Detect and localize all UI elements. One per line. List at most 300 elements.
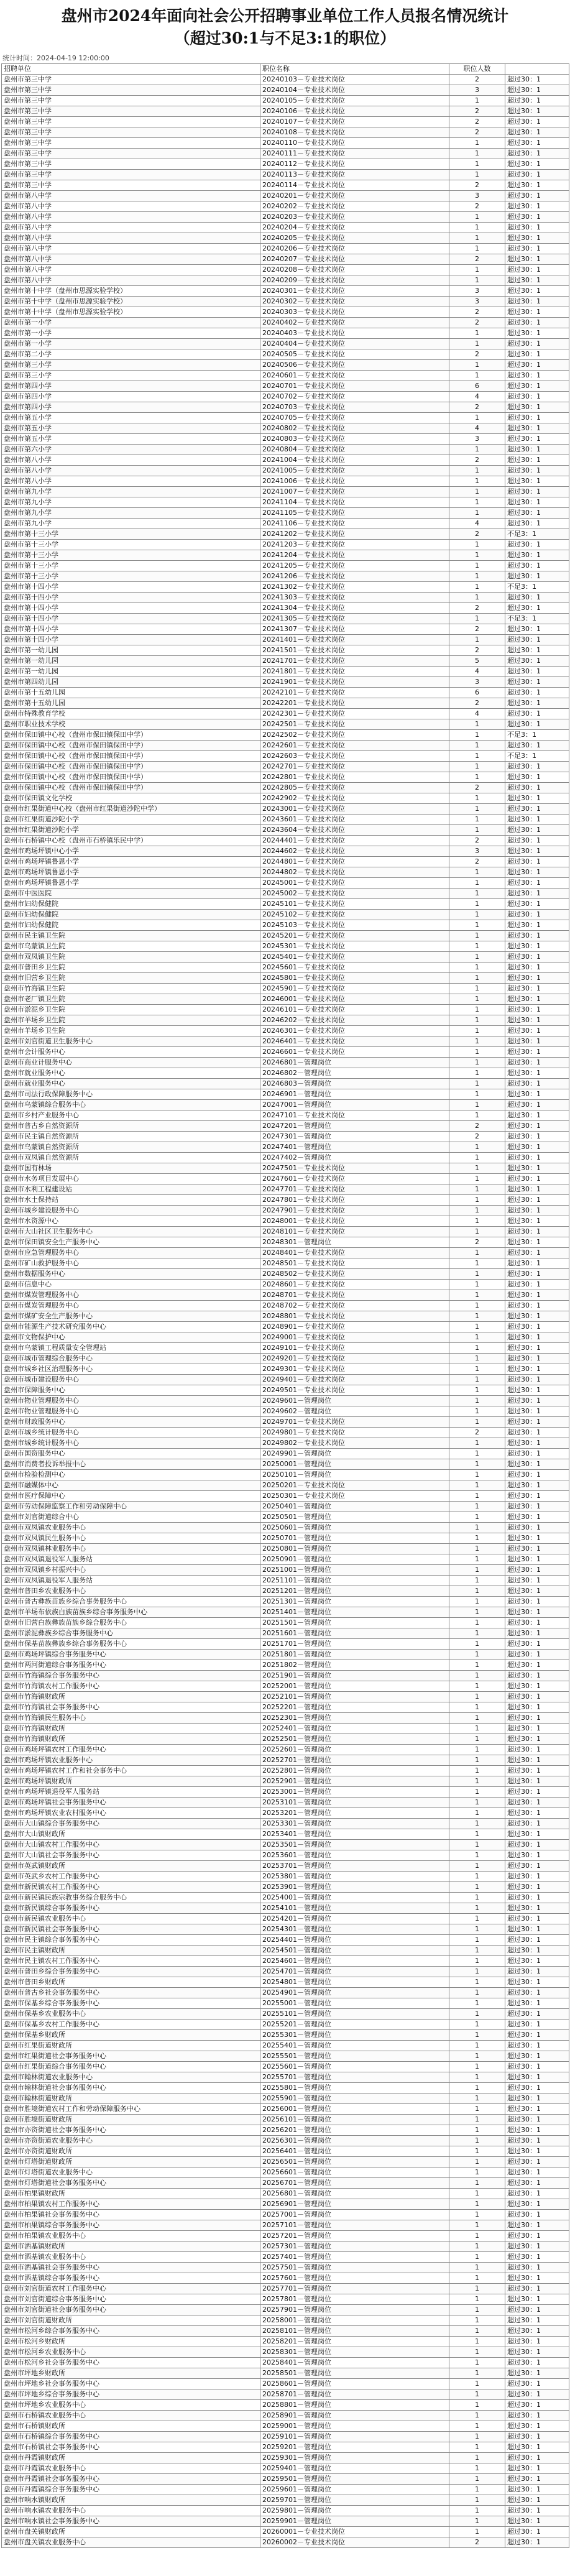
cell-count: 1 bbox=[449, 1988, 505, 1998]
cell-ratio: 超过30：1 bbox=[505, 180, 569, 191]
cell-unit: 盘州市第三中学 bbox=[2, 149, 260, 159]
table-row bbox=[2, 2358, 569, 2368]
cell-count: 1 bbox=[449, 719, 505, 730]
cell-unit: 盘州市大山镇农村工作服务中心 bbox=[2, 1840, 260, 1850]
cell-ratio: 超过30：1 bbox=[505, 201, 569, 212]
cell-unit: 盘州市消费者投诉举报中心 bbox=[2, 1459, 260, 1470]
cell-unit: 盘州市第十四小学 bbox=[2, 582, 260, 593]
table-row bbox=[2, 2199, 569, 2210]
cell-count: 1 bbox=[449, 1734, 505, 1745]
cell-position: 20241006－专业技术岗位 bbox=[260, 476, 449, 487]
cell-ratio: 超过30：1 bbox=[505, 1005, 569, 1015]
cell-position: 20247501－专业技术岗位 bbox=[260, 1163, 449, 1174]
cell-ratio: 超过30：1 bbox=[505, 2379, 569, 2389]
cell-ratio: 超过30：1 bbox=[505, 762, 569, 772]
cell-ratio: 超过30：1 bbox=[505, 2485, 569, 2495]
cell-position: 20241303－专业技术岗位 bbox=[260, 593, 449, 603]
cell-unit: 盘州市鸡场坪镇鲁恩小学 bbox=[2, 878, 260, 889]
cell-ratio: 超过30：1 bbox=[505, 878, 569, 889]
cell-unit: 盘州市竹海镇社会事务服务中心 bbox=[2, 1702, 260, 1713]
table-row bbox=[2, 349, 569, 360]
cell-unit: 盘州市鸡场坪镇退役军人服务站 bbox=[2, 1787, 260, 1798]
cell-unit: 盘州市双凤镇自然资源所 bbox=[2, 1153, 260, 1163]
cell-position: 20242801－专业技术岗位 bbox=[260, 772, 449, 783]
cell-count: 4 bbox=[449, 423, 505, 434]
table-row bbox=[2, 941, 569, 952]
table-row bbox=[2, 1702, 569, 1713]
cell-unit: 盘州市坪地乡财政所 bbox=[2, 2368, 260, 2379]
cell-position: 20259401－管理岗位 bbox=[260, 2463, 449, 2474]
table-row bbox=[2, 2368, 569, 2379]
cell-ratio: 超过30：1 bbox=[505, 286, 569, 297]
cell-ratio: 超过30：1 bbox=[505, 920, 569, 931]
cell-count: 1 bbox=[449, 1967, 505, 1977]
cell-count: 2 bbox=[449, 117, 505, 127]
cell-count: 1 bbox=[449, 96, 505, 106]
table-row bbox=[2, 857, 569, 867]
table-row bbox=[2, 223, 569, 233]
table-row bbox=[2, 2263, 569, 2273]
table-row bbox=[2, 1385, 569, 1396]
cell-ratio: 超过30：1 bbox=[505, 2241, 569, 2252]
cell-ratio: 超过30：1 bbox=[505, 2294, 569, 2305]
cell-ratio: 超过30：1 bbox=[505, 381, 569, 392]
cell-unit: 盘州市坪地乡农业服务中心 bbox=[2, 2400, 260, 2411]
cell-position: 20259101－管理岗位 bbox=[260, 2432, 449, 2442]
cell-position: 20252501－管理岗位 bbox=[260, 1734, 449, 1745]
cell-position: 20254001－管理岗位 bbox=[260, 1893, 449, 1903]
cell-count: 1 bbox=[449, 1766, 505, 1776]
cell-ratio: 超过30：1 bbox=[505, 1269, 569, 1280]
cell-count: 1 bbox=[449, 635, 505, 645]
table-row bbox=[2, 2411, 569, 2421]
table-row bbox=[2, 1523, 569, 1533]
cell-unit: 盘州市国资服务中心 bbox=[2, 1449, 260, 1459]
cell-ratio: 超过30：1 bbox=[505, 1311, 569, 1322]
cell-position: 20253701－管理岗位 bbox=[260, 1861, 449, 1872]
cell-position: 20240205－专业技术岗位 bbox=[260, 233, 449, 244]
cell-ratio: 超过30：1 bbox=[505, 2083, 569, 2094]
cell-ratio: 超过30：1 bbox=[505, 2368, 569, 2379]
cell-position: 20247401－管理岗位 bbox=[260, 1142, 449, 1153]
cell-ratio: 超过30：1 bbox=[505, 1449, 569, 1459]
cell-count: 2 bbox=[449, 1121, 505, 1132]
cell-unit: 盘州市第三中学 bbox=[2, 127, 260, 138]
table-row bbox=[2, 698, 569, 709]
cell-unit: 盘州市新民镇民族宗教事务综合服务中心 bbox=[2, 1893, 260, 1903]
cell-count: 2 bbox=[449, 783, 505, 793]
cell-unit: 盘州市第四幼儿园 bbox=[2, 677, 260, 688]
cell-unit: 盘州市盘关镇农业服务中心 bbox=[2, 2537, 260, 2548]
cell-unit: 盘州市城市管理综合服务中心 bbox=[2, 1354, 260, 1364]
cell-count: 1 bbox=[449, 2379, 505, 2389]
table-row bbox=[2, 402, 569, 413]
cell-unit: 盘州市会计服务中心 bbox=[2, 1047, 260, 1058]
cell-unit: 盘州市刘官街道综合事务服务中心 bbox=[2, 2294, 260, 2305]
cell-position: 20248401－专业技术岗位 bbox=[260, 1248, 449, 1258]
cell-unit: 盘州市第八中学 bbox=[2, 254, 260, 265]
cell-ratio: 超过30：1 bbox=[505, 867, 569, 878]
cell-ratio: 超过30：1 bbox=[505, 223, 569, 233]
cell-count: 2 bbox=[449, 857, 505, 867]
cell-count: 1 bbox=[449, 1861, 505, 1872]
header-count: 职位人数 bbox=[449, 64, 505, 75]
cell-position: 20249901－管理岗位 bbox=[260, 1449, 449, 1459]
table-row bbox=[2, 1227, 569, 1237]
cell-count: 1 bbox=[449, 2263, 505, 2273]
cell-ratio: 超过30：1 bbox=[505, 2284, 569, 2294]
cell-ratio: 超过30：1 bbox=[505, 2115, 569, 2125]
cell-position: 20251101－管理岗位 bbox=[260, 1576, 449, 1586]
cell-count: 1 bbox=[449, 1745, 505, 1755]
cell-count: 1 bbox=[449, 1607, 505, 1618]
cell-ratio: 超过30：1 bbox=[505, 899, 569, 910]
cell-ratio: 超过30：1 bbox=[505, 2094, 569, 2104]
cell-ratio: 超过30：1 bbox=[505, 2537, 569, 2548]
cell-unit: 盘州市普古乡自然资源所 bbox=[2, 1121, 260, 1132]
cell-position: 20259801－管理岗位 bbox=[260, 2506, 449, 2516]
cell-position: 20258301－管理岗位 bbox=[260, 2347, 449, 2358]
cell-position: 20241901－专业技术岗位 bbox=[260, 677, 449, 688]
cell-ratio: 超过30：1 bbox=[505, 371, 569, 381]
table-row bbox=[2, 1745, 569, 1755]
stats-time: 统计时间：2024-04-19 12:00:00 bbox=[2, 54, 109, 62]
cell-count: 1 bbox=[449, 1660, 505, 1671]
cell-count: 1 bbox=[449, 1079, 505, 1089]
cell-count: 1 bbox=[449, 1523, 505, 1533]
cell-count: 1 bbox=[449, 244, 505, 254]
table-row bbox=[2, 1026, 569, 1036]
cell-ratio: 超过30：1 bbox=[505, 1089, 569, 1100]
cell-unit: 盘州市煤矿安全生产服务中心 bbox=[2, 1311, 260, 1322]
cell-position: 20255701－管理岗位 bbox=[260, 2072, 449, 2083]
cell-ratio: 超过30：1 bbox=[505, 1618, 569, 1628]
cell-position: 20241701－专业技术岗位 bbox=[260, 656, 449, 667]
cell-unit: 盘州市红果街道沙陀小学 bbox=[2, 815, 260, 825]
cell-ratio: 超过30：1 bbox=[505, 1819, 569, 1829]
cell-position: 20246101－专业技术岗位 bbox=[260, 1005, 449, 1015]
cell-unit: 盘州市乌蒙镇自然资源所 bbox=[2, 1142, 260, 1153]
cell-ratio: 超过30：1 bbox=[505, 1184, 569, 1195]
cell-count: 2 bbox=[449, 645, 505, 656]
cell-ratio: 超过30：1 bbox=[505, 254, 569, 265]
cell-position: 20242601－专业技术岗位 bbox=[260, 741, 449, 751]
table-row bbox=[2, 2326, 569, 2337]
cell-ratio: 超过30：1 bbox=[505, 1280, 569, 1290]
cell-count: 1 bbox=[449, 1776, 505, 1787]
cell-count: 2 bbox=[449, 698, 505, 709]
cell-position: 20241501－专业技术岗位 bbox=[260, 645, 449, 656]
cell-position: 20240108－专业技术岗位 bbox=[260, 127, 449, 138]
cell-count: 2 bbox=[449, 624, 505, 635]
cell-count: 1 bbox=[449, 1195, 505, 1206]
cell-unit: 盘州市老厂镇卫生院 bbox=[2, 994, 260, 1005]
table-row bbox=[2, 963, 569, 973]
cell-position: 20244801－专业技术岗位 bbox=[260, 857, 449, 867]
cell-count: 1 bbox=[449, 1650, 505, 1660]
table-row bbox=[2, 582, 569, 593]
cell-unit: 盘州市刘官街道综合中心 bbox=[2, 1512, 260, 1523]
cell-count: 1 bbox=[449, 2030, 505, 2041]
cell-position: 20253101－管理岗位 bbox=[260, 1798, 449, 1808]
cell-unit: 盘州市城乡统计服务中心 bbox=[2, 1438, 260, 1449]
cell-position: 20259301－管理岗位 bbox=[260, 2453, 449, 2463]
cell-position: 20245801－专业技术岗位 bbox=[260, 973, 449, 984]
cell-unit: 盘州市石桥镇综合事务服务中心 bbox=[2, 2432, 260, 2442]
cell-unit: 盘州市妇幼保健院 bbox=[2, 910, 260, 920]
table-row bbox=[2, 2442, 569, 2453]
cell-ratio: 超过30：1 bbox=[505, 2421, 569, 2432]
cell-ratio: 超过30：1 bbox=[505, 233, 569, 244]
cell-position: 20249101－专业技术岗位 bbox=[260, 1343, 449, 1354]
table-row bbox=[2, 180, 569, 191]
cell-position: 20255201－管理岗位 bbox=[260, 2020, 449, 2030]
cell-position: 20240303－专业技术岗位 bbox=[260, 307, 449, 318]
table-row bbox=[2, 1872, 569, 1882]
cell-count: 2 bbox=[449, 402, 505, 413]
cell-unit: 盘州市丹霞镇综合事务服务中心 bbox=[2, 2485, 260, 2495]
cell-position: 20247001－管理岗位 bbox=[260, 1100, 449, 1110]
cell-ratio: 超过30：1 bbox=[505, 2062, 569, 2072]
cell-position: 20259601－管理岗位 bbox=[260, 2485, 449, 2495]
cell-ratio: 超过30：1 bbox=[505, 1586, 569, 1597]
cell-ratio: 超过30：1 bbox=[505, 127, 569, 138]
cell-position: 20240202－专业技术岗位 bbox=[260, 201, 449, 212]
table-row bbox=[2, 1850, 569, 1861]
cell-position: 20240201－专业技术岗位 bbox=[260, 191, 449, 201]
cell-count: 1 bbox=[449, 159, 505, 170]
cell-ratio: 超过30：1 bbox=[505, 2199, 569, 2210]
cell-unit: 盘州市羊场乡卫生院 bbox=[2, 1015, 260, 1026]
cell-count: 1 bbox=[449, 1322, 505, 1332]
table-row bbox=[2, 1512, 569, 1523]
cell-unit: 盘州市乌蒙镇卫生院 bbox=[2, 941, 260, 952]
table-row bbox=[2, 1935, 569, 1946]
cell-position: 20255901－管理岗位 bbox=[260, 2094, 449, 2104]
cell-position: 20241205－专业技术岗位 bbox=[260, 561, 449, 571]
table-row bbox=[2, 2379, 569, 2389]
table-row bbox=[2, 2178, 569, 2189]
cell-unit: 盘州市物业管理服务中心 bbox=[2, 1396, 260, 1406]
cell-ratio: 超过30：1 bbox=[505, 497, 569, 508]
table-row bbox=[2, 1829, 569, 1840]
cell-count: 3 bbox=[449, 297, 505, 307]
cell-position: 20257301－管理岗位 bbox=[260, 2241, 449, 2252]
table-row bbox=[2, 1787, 569, 1798]
table-row bbox=[2, 2146, 569, 2157]
cell-count: 1 bbox=[449, 1533, 505, 1544]
cell-unit: 盘州市亦资街道社会事务服务中心 bbox=[2, 2125, 260, 2136]
table-row bbox=[2, 1089, 569, 1100]
cell-count: 1 bbox=[449, 2178, 505, 2189]
cell-position: 20250901－管理岗位 bbox=[260, 1554, 449, 1565]
cell-unit: 盘州市普田乡卫生院 bbox=[2, 963, 260, 973]
table-row bbox=[2, 1015, 569, 1026]
cell-position: 20249602－管理岗位 bbox=[260, 1406, 449, 1417]
table-row bbox=[2, 645, 569, 656]
cell-count: 2 bbox=[449, 455, 505, 466]
cell-ratio: 超过30：1 bbox=[505, 2178, 569, 2189]
cell-unit: 盘州市英武乡农村工作服务中心 bbox=[2, 1872, 260, 1882]
cell-count: 1 bbox=[449, 2337, 505, 2347]
cell-position: 20252701－管理岗位 bbox=[260, 1755, 449, 1766]
table-row bbox=[2, 1766, 569, 1776]
cell-position: 20253001－管理岗位 bbox=[260, 1787, 449, 1798]
table-row bbox=[2, 2157, 569, 2167]
cell-unit: 盘州市响水镇财政所 bbox=[2, 2495, 260, 2506]
cell-position: 20240208－专业技术岗位 bbox=[260, 265, 449, 275]
cell-unit: 盘州市民主镇卫生院 bbox=[2, 931, 260, 941]
table-row bbox=[2, 762, 569, 772]
cell-position: 20242201－专业技术岗位 bbox=[260, 698, 449, 709]
cell-ratio: 超过30：1 bbox=[505, 2474, 569, 2485]
cell-position: 20241104－专业技术岗位 bbox=[260, 497, 449, 508]
cell-ratio: 超过30：1 bbox=[505, 804, 569, 815]
cell-count: 2 bbox=[449, 349, 505, 360]
header-ratio bbox=[505, 64, 569, 75]
cell-count: 1 bbox=[449, 878, 505, 889]
table-row bbox=[2, 1354, 569, 1364]
cell-count: 1 bbox=[449, 1597, 505, 1607]
cell-unit: 盘州市竹海镇综合事务服务中心 bbox=[2, 1671, 260, 1681]
cell-unit: 盘州市第三中学 bbox=[2, 106, 260, 117]
cell-position: 20248701－专业技术岗位 bbox=[260, 1290, 449, 1301]
cell-ratio: 超过30：1 bbox=[505, 1724, 569, 1734]
cell-position: 20240203－专业技术岗位 bbox=[260, 212, 449, 223]
cell-unit: 盘州市新民镇农村工作服务中心 bbox=[2, 1882, 260, 1893]
cell-position: 20249801－专业技术岗位 bbox=[260, 1428, 449, 1438]
cell-position: 20257201－管理岗位 bbox=[260, 2231, 449, 2241]
cell-ratio: 超过30：1 bbox=[505, 772, 569, 783]
cell-position: 20248101－专业技术岗位 bbox=[260, 1227, 449, 1237]
cell-position: 20246001－专业技术岗位 bbox=[260, 994, 449, 1005]
table-row bbox=[2, 1903, 569, 1914]
table-row bbox=[2, 1332, 569, 1343]
cell-ratio: 超过30：1 bbox=[505, 476, 569, 487]
cell-count: 1 bbox=[449, 1364, 505, 1375]
cell-position: 20258001－管理岗位 bbox=[260, 2315, 449, 2326]
table-row bbox=[2, 497, 569, 508]
cell-unit: 盘州市双凤镇退役军人服务站 bbox=[2, 1554, 260, 1565]
cell-position: 20240803－专业技术岗位 bbox=[260, 434, 449, 445]
cell-position: 20246901－管理岗位 bbox=[260, 1089, 449, 1100]
cell-unit: 盘州市妇幼保健院 bbox=[2, 920, 260, 931]
table-row bbox=[2, 1237, 569, 1248]
cell-unit: 盘州市第十三小学 bbox=[2, 540, 260, 550]
cell-count: 1 bbox=[449, 138, 505, 149]
cell-ratio: 超过30：1 bbox=[505, 1745, 569, 1755]
cell-unit: 盘州市鸡场坪镇中心小学 bbox=[2, 846, 260, 857]
cell-position: 20252401－管理岗位 bbox=[260, 1724, 449, 1734]
table-row bbox=[2, 371, 569, 381]
table-row bbox=[2, 1639, 569, 1650]
table-row bbox=[2, 1724, 569, 1734]
cell-unit: 盘州市旧营乡卫生院 bbox=[2, 973, 260, 984]
table-row bbox=[2, 2315, 569, 2326]
table-row bbox=[2, 1322, 569, 1332]
cell-position: 20241206－专业技术岗位 bbox=[260, 571, 449, 582]
cell-ratio: 超过30：1 bbox=[505, 550, 569, 561]
cell-unit: 盘州市石桥镇财政所 bbox=[2, 2421, 260, 2432]
cell-position: 20245401－专业技术岗位 bbox=[260, 952, 449, 963]
cell-ratio: 超过30：1 bbox=[505, 984, 569, 994]
cell-count: 1 bbox=[449, 1047, 505, 1058]
cell-unit: 盘州市保田镇中心校（盘州市保田镇保田中学） bbox=[2, 751, 260, 762]
cell-ratio: 超过30：1 bbox=[505, 2210, 569, 2220]
cell-ratio: 超过30：1 bbox=[505, 656, 569, 667]
cell-unit: 盘州市司法行政保障服务中心 bbox=[2, 1089, 260, 1100]
cell-position: 20256101－管理岗位 bbox=[260, 2115, 449, 2125]
table-row bbox=[2, 1840, 569, 1850]
cell-position: 20246803－管理岗位 bbox=[260, 1079, 449, 1089]
cell-ratio: 超过30：1 bbox=[505, 1692, 569, 1702]
cell-ratio: 超过30：1 bbox=[505, 138, 569, 149]
cell-unit: 盘州市检验检测中心 bbox=[2, 1470, 260, 1480]
cell-count: 1 bbox=[449, 1798, 505, 1808]
cell-position: 20255501－管理岗位 bbox=[260, 2051, 449, 2062]
cell-position: 20248502－专业技术岗位 bbox=[260, 1269, 449, 1280]
table-row bbox=[2, 2210, 569, 2220]
cell-position: 20245103－专业技术岗位 bbox=[260, 920, 449, 931]
cell-position: 20255601－管理岗位 bbox=[260, 2062, 449, 2072]
cell-ratio: 超过30：1 bbox=[505, 2442, 569, 2453]
cell-unit: 盘州市第一幼儿园 bbox=[2, 656, 260, 667]
cell-count: 1 bbox=[449, 2083, 505, 2094]
cell-unit: 盘州市第八小学 bbox=[2, 455, 260, 466]
cell-unit: 盘州市鸡场坪镇农业农村服务中心 bbox=[2, 1808, 260, 1819]
cell-ratio: 超过30：1 bbox=[505, 1470, 569, 1480]
cell-ratio: 超过30：1 bbox=[505, 2189, 569, 2199]
cell-unit: 盘州市竹海镇财政所 bbox=[2, 1724, 260, 1734]
cell-unit: 盘州市能源生产技术研究服务中心 bbox=[2, 1322, 260, 1332]
cell-count: 1 bbox=[449, 1354, 505, 1364]
table-row bbox=[2, 603, 569, 614]
cell-position: 20258801－管理岗位 bbox=[260, 2400, 449, 2411]
cell-position: 20248901－专业技术岗位 bbox=[260, 1322, 449, 1332]
cell-ratio: 超过30：1 bbox=[505, 1237, 569, 1248]
cell-count: 1 bbox=[449, 2326, 505, 2337]
cell-count: 1 bbox=[449, 2432, 505, 2442]
table-row bbox=[2, 191, 569, 201]
cell-unit: 盘州市新民镇农业服务中心 bbox=[2, 1914, 260, 1924]
cell-ratio: 超过30：1 bbox=[505, 434, 569, 445]
cell-unit: 盘州市民主镇财政所 bbox=[2, 1946, 260, 1956]
cell-unit: 盘州市第十三小学 bbox=[2, 550, 260, 561]
cell-position: 20258901－管理岗位 bbox=[260, 2411, 449, 2421]
cell-position: 20254401－管理岗位 bbox=[260, 1935, 449, 1946]
cell-count: 1 bbox=[449, 1850, 505, 1861]
table-row bbox=[2, 455, 569, 466]
cell-count: 1 bbox=[449, 1872, 505, 1882]
table-row bbox=[2, 1110, 569, 1121]
cell-position: 20256201－管理岗位 bbox=[260, 2125, 449, 2136]
table-row bbox=[2, 1533, 569, 1544]
table-row bbox=[2, 1956, 569, 1967]
cell-ratio: 超过30：1 bbox=[505, 1903, 569, 1914]
cell-position: 20257401－管理岗位 bbox=[260, 2252, 449, 2263]
cell-position: 20249802－专业技术岗位 bbox=[260, 1438, 449, 1449]
cell-ratio: 超过30：1 bbox=[505, 857, 569, 867]
cell-unit: 盘州市保基乡综合事务服务中心 bbox=[2, 1998, 260, 2009]
cell-count: 1 bbox=[449, 2315, 505, 2326]
cell-count: 1 bbox=[449, 931, 505, 941]
cell-position: 20240112－专业技术岗位 bbox=[260, 159, 449, 170]
cell-unit: 盘州市保基乡财政所 bbox=[2, 2030, 260, 2041]
cell-unit: 盘州市第十四小学 bbox=[2, 614, 260, 624]
cell-unit: 盘州市文物保护中心 bbox=[2, 1332, 260, 1343]
cell-ratio: 超过30：1 bbox=[505, 1956, 569, 1967]
cell-position: 20244401－专业技术岗位 bbox=[260, 836, 449, 846]
